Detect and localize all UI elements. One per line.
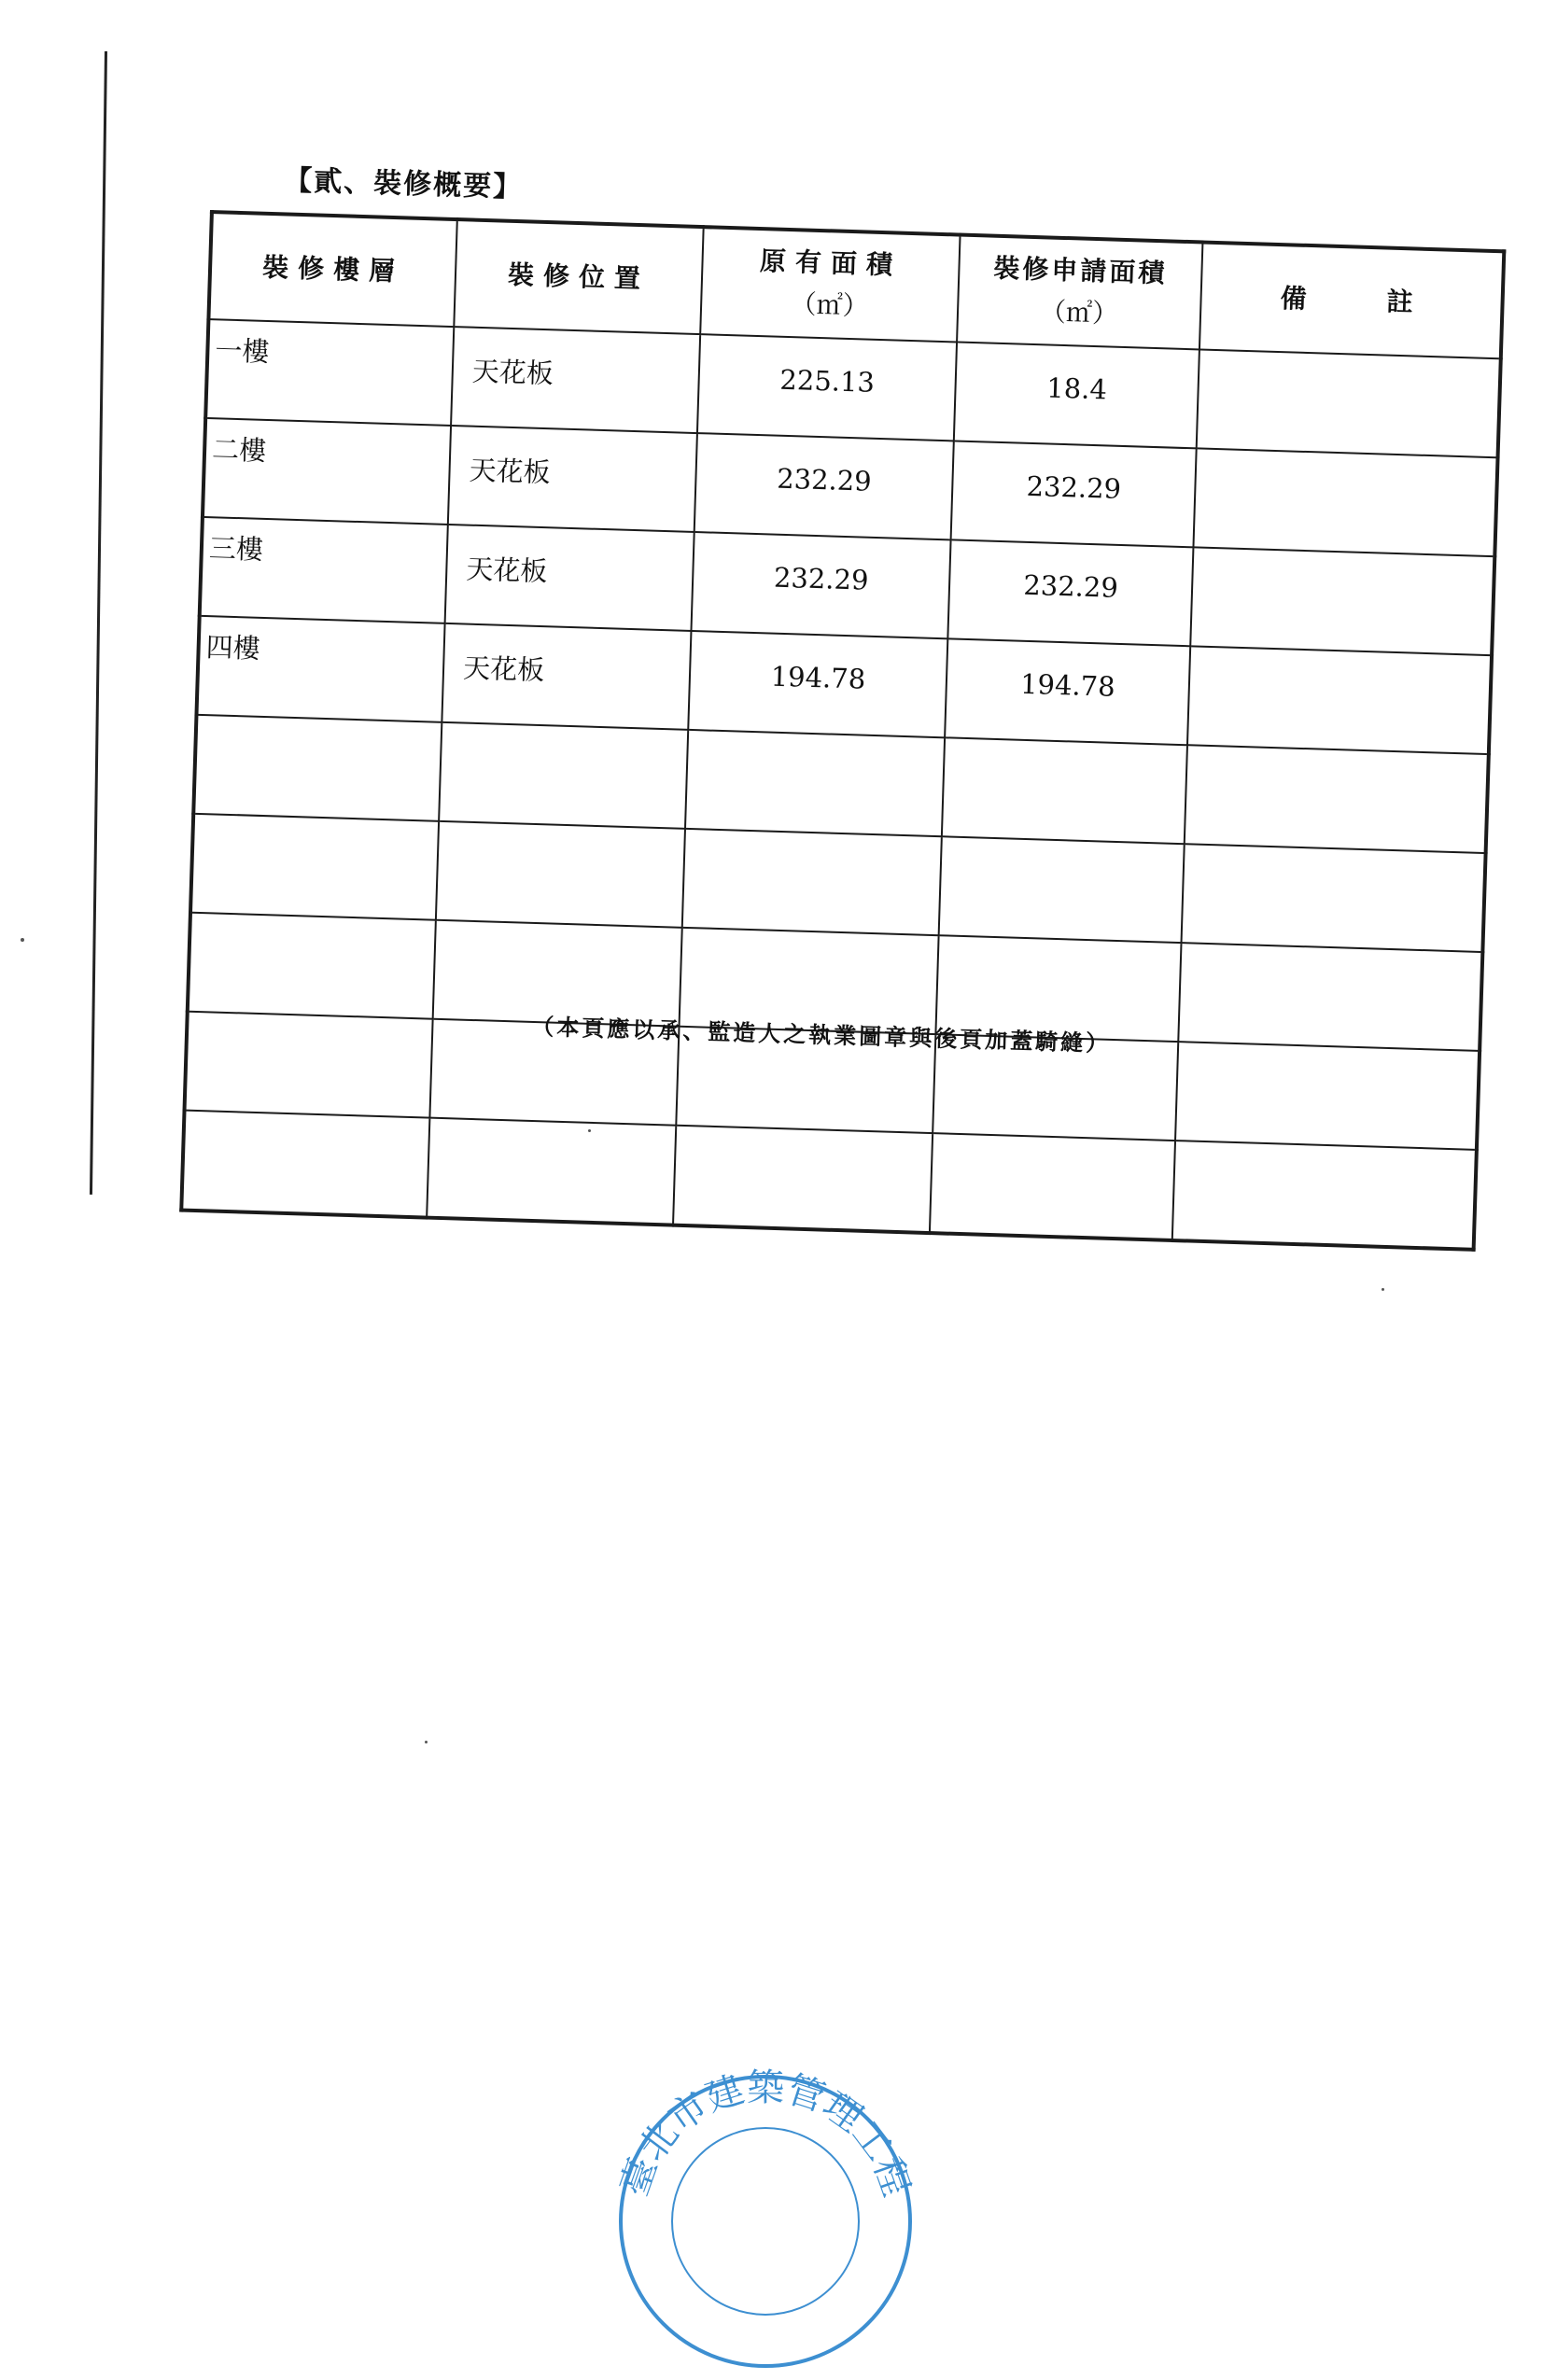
cell-original-area: 232.29 <box>694 433 954 539</box>
cell-remarks <box>1175 1042 1480 1150</box>
stamp-outer-ring <box>621 2077 910 2366</box>
speck <box>588 1129 591 1132</box>
cell-original-area: 194.78 <box>688 631 947 737</box>
header-original-area <box>700 227 960 342</box>
speck <box>21 938 24 942</box>
cell-floor: 一樓 <box>205 319 454 426</box>
cell-location: 天花板 <box>451 327 700 433</box>
table-body <box>181 319 1501 1250</box>
speck <box>1382 1288 1384 1291</box>
cell-remarks <box>1172 1141 1477 1250</box>
speck <box>425 1741 428 1743</box>
header-applied-area <box>957 235 1202 350</box>
cell-applied-area: 194.78 <box>945 638 1190 745</box>
cell-floor: 二樓 <box>203 418 451 525</box>
renovation-summary-table <box>179 210 1506 1252</box>
header-applied-area-label: 裝修申請面積 <box>992 252 1168 289</box>
header-remarks: 備 註 <box>1199 242 1504 358</box>
cell-location <box>436 821 685 928</box>
binding-line <box>90 51 107 1195</box>
cell-original-area <box>685 730 945 836</box>
stamp-inner-ring <box>672 2128 859 2315</box>
cell-location <box>439 722 688 829</box>
cell-location <box>427 1118 676 1225</box>
cell-floor: 四樓 <box>196 616 444 722</box>
header-floor: 裝修樓層 <box>208 212 456 327</box>
header-original-area-unit: （㎡） <box>790 288 870 322</box>
cell-floor <box>181 1111 429 1218</box>
cell-remarks <box>1197 349 1501 457</box>
cell-original-area <box>673 1126 933 1233</box>
section-title: 【貳、裝修概要】 <box>283 163 524 204</box>
cell-location: 天花板 <box>442 623 691 730</box>
cell-remarks <box>1193 448 1497 556</box>
cell-applied-area <box>939 836 1185 943</box>
cell-applied-area: 18.4 <box>954 342 1199 448</box>
cell-floor <box>190 814 439 920</box>
stamp-text: 臺北市建築管理工程 <box>612 2066 919 2202</box>
cell-remarks <box>1182 844 1486 952</box>
cell-floor <box>188 913 436 1019</box>
cell-location: 天花板 <box>448 426 697 532</box>
cell-original-area: 232.29 <box>691 532 950 638</box>
cell-remarks <box>1178 943 1482 1051</box>
official-stamp <box>597 2044 933 2380</box>
cell-original-area: 225.13 <box>697 334 957 441</box>
header-original-area-label: 原有面積 <box>759 245 903 281</box>
cell-floor: 三樓 <box>200 517 448 623</box>
cell-location: 天花板 <box>445 525 694 631</box>
cell-remarks <box>1190 547 1494 655</box>
cell-applied-area: 232.29 <box>947 539 1193 646</box>
renovation-summary-table-wrapper <box>179 210 1502 1252</box>
cell-applied-area: 232.29 <box>951 441 1197 547</box>
cell-remarks <box>1187 646 1492 754</box>
cell-applied-area <box>930 1133 1175 1240</box>
cell-floor <box>193 715 442 821</box>
header-applied-area-unit: （㎡） <box>1039 296 1119 329</box>
cell-applied-area <box>942 737 1187 844</box>
cell-remarks <box>1185 745 1489 853</box>
footnote: （本頁應以承、監造人之執業圖章與後頁加蓋騎縫） <box>530 1012 1112 1057</box>
cell-floor <box>185 1012 433 1118</box>
header-location: 裝修位置 <box>454 219 703 334</box>
cell-original-area <box>682 829 942 935</box>
